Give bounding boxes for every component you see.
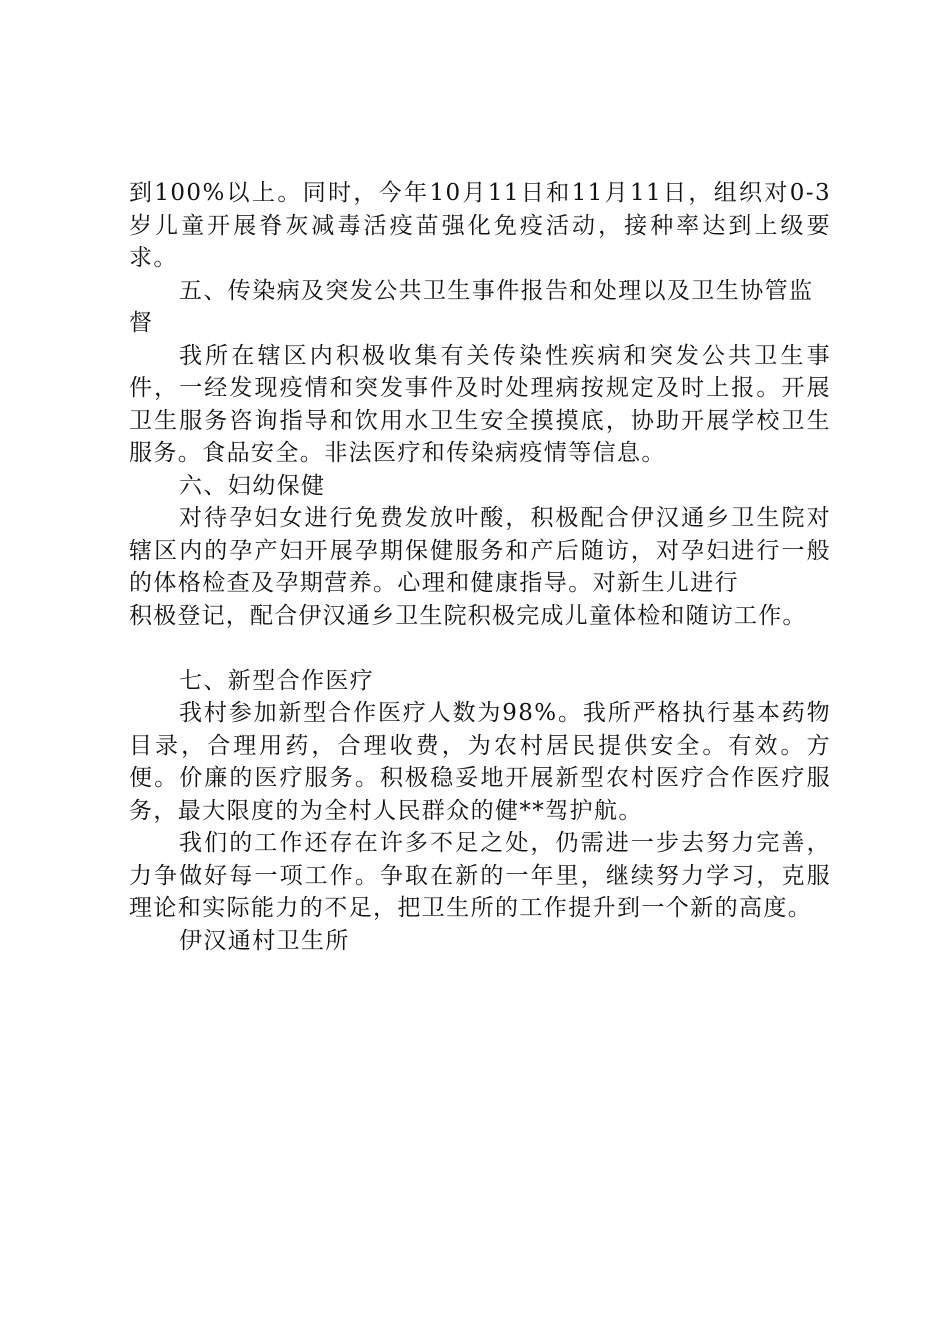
blank-line bbox=[129, 632, 831, 665]
section-heading-infectious-disease: 五、传染病及突发公共卫生事件报告和处理以及卫生协管监督 bbox=[129, 277, 814, 336]
paragraph-cooperative-medical: 我村参加新型合作医疗人数为98%。我所严格执行基本药物目录，合理用药，合理收费，为农村居民提供安全。有效。方便。价廉的医疗服务。积极稳妥地开展新型农村医疗合作医疗服务，最大限度的为全村人民群众的健**驾护航。 bbox=[129, 700, 831, 824]
paragraph-vaccination-rate: 到100%以上。同时，今年10月11日和11月11日，组织对0-3岁儿童开展脊灰减毒活疫苗强化免疫活动，接种率达到上级要求。 bbox=[129, 180, 831, 271]
paragraph-infectious-disease: 我所在辖区内积极收集有关传染性疾病和突发公共卫生事件，一经发现疫情和突发事件及时处理病按规定及时上报。开展卫生服务咨询指导和饮用水卫生安全摸摸底，协助开展学校卫生服务。食品安全。非法医疗和传染病疫情等信息。 bbox=[129, 342, 831, 466]
signature-clinic-name: 伊汉通村卫生所 bbox=[179, 927, 350, 954]
document-body bbox=[129, 177, 831, 957]
paragraph-maternal-child-health-cont: 积极登记，配合伊汉通乡卫生院积极完成儿童体检和随访工作。 bbox=[129, 602, 807, 629]
section-heading-cooperative-medical: 七、新型合作医疗 bbox=[179, 667, 375, 694]
paragraph-maternal-child-health: 对待孕妇女进行免费发放叶酸，积极配合伊汉通乡卫生院对辖区内的孕产妇开展孕期保健服务和产后随访，对孕妇进行一般的体格检查及孕期营养。心理和健康指导。对新生儿进行 bbox=[129, 505, 831, 596]
paragraph-shortcomings: 我们的工作还存在许多不足之处，仍需进一步去努力完善，力争做好每一项工作。争取在新的一年里，继续努力学习，克服理论和实际能力的不足，把卫生所的工作提升到一个新的高度。 bbox=[129, 830, 831, 921]
section-heading-maternal-child-health: 六、妇幼保健 bbox=[179, 472, 326, 499]
